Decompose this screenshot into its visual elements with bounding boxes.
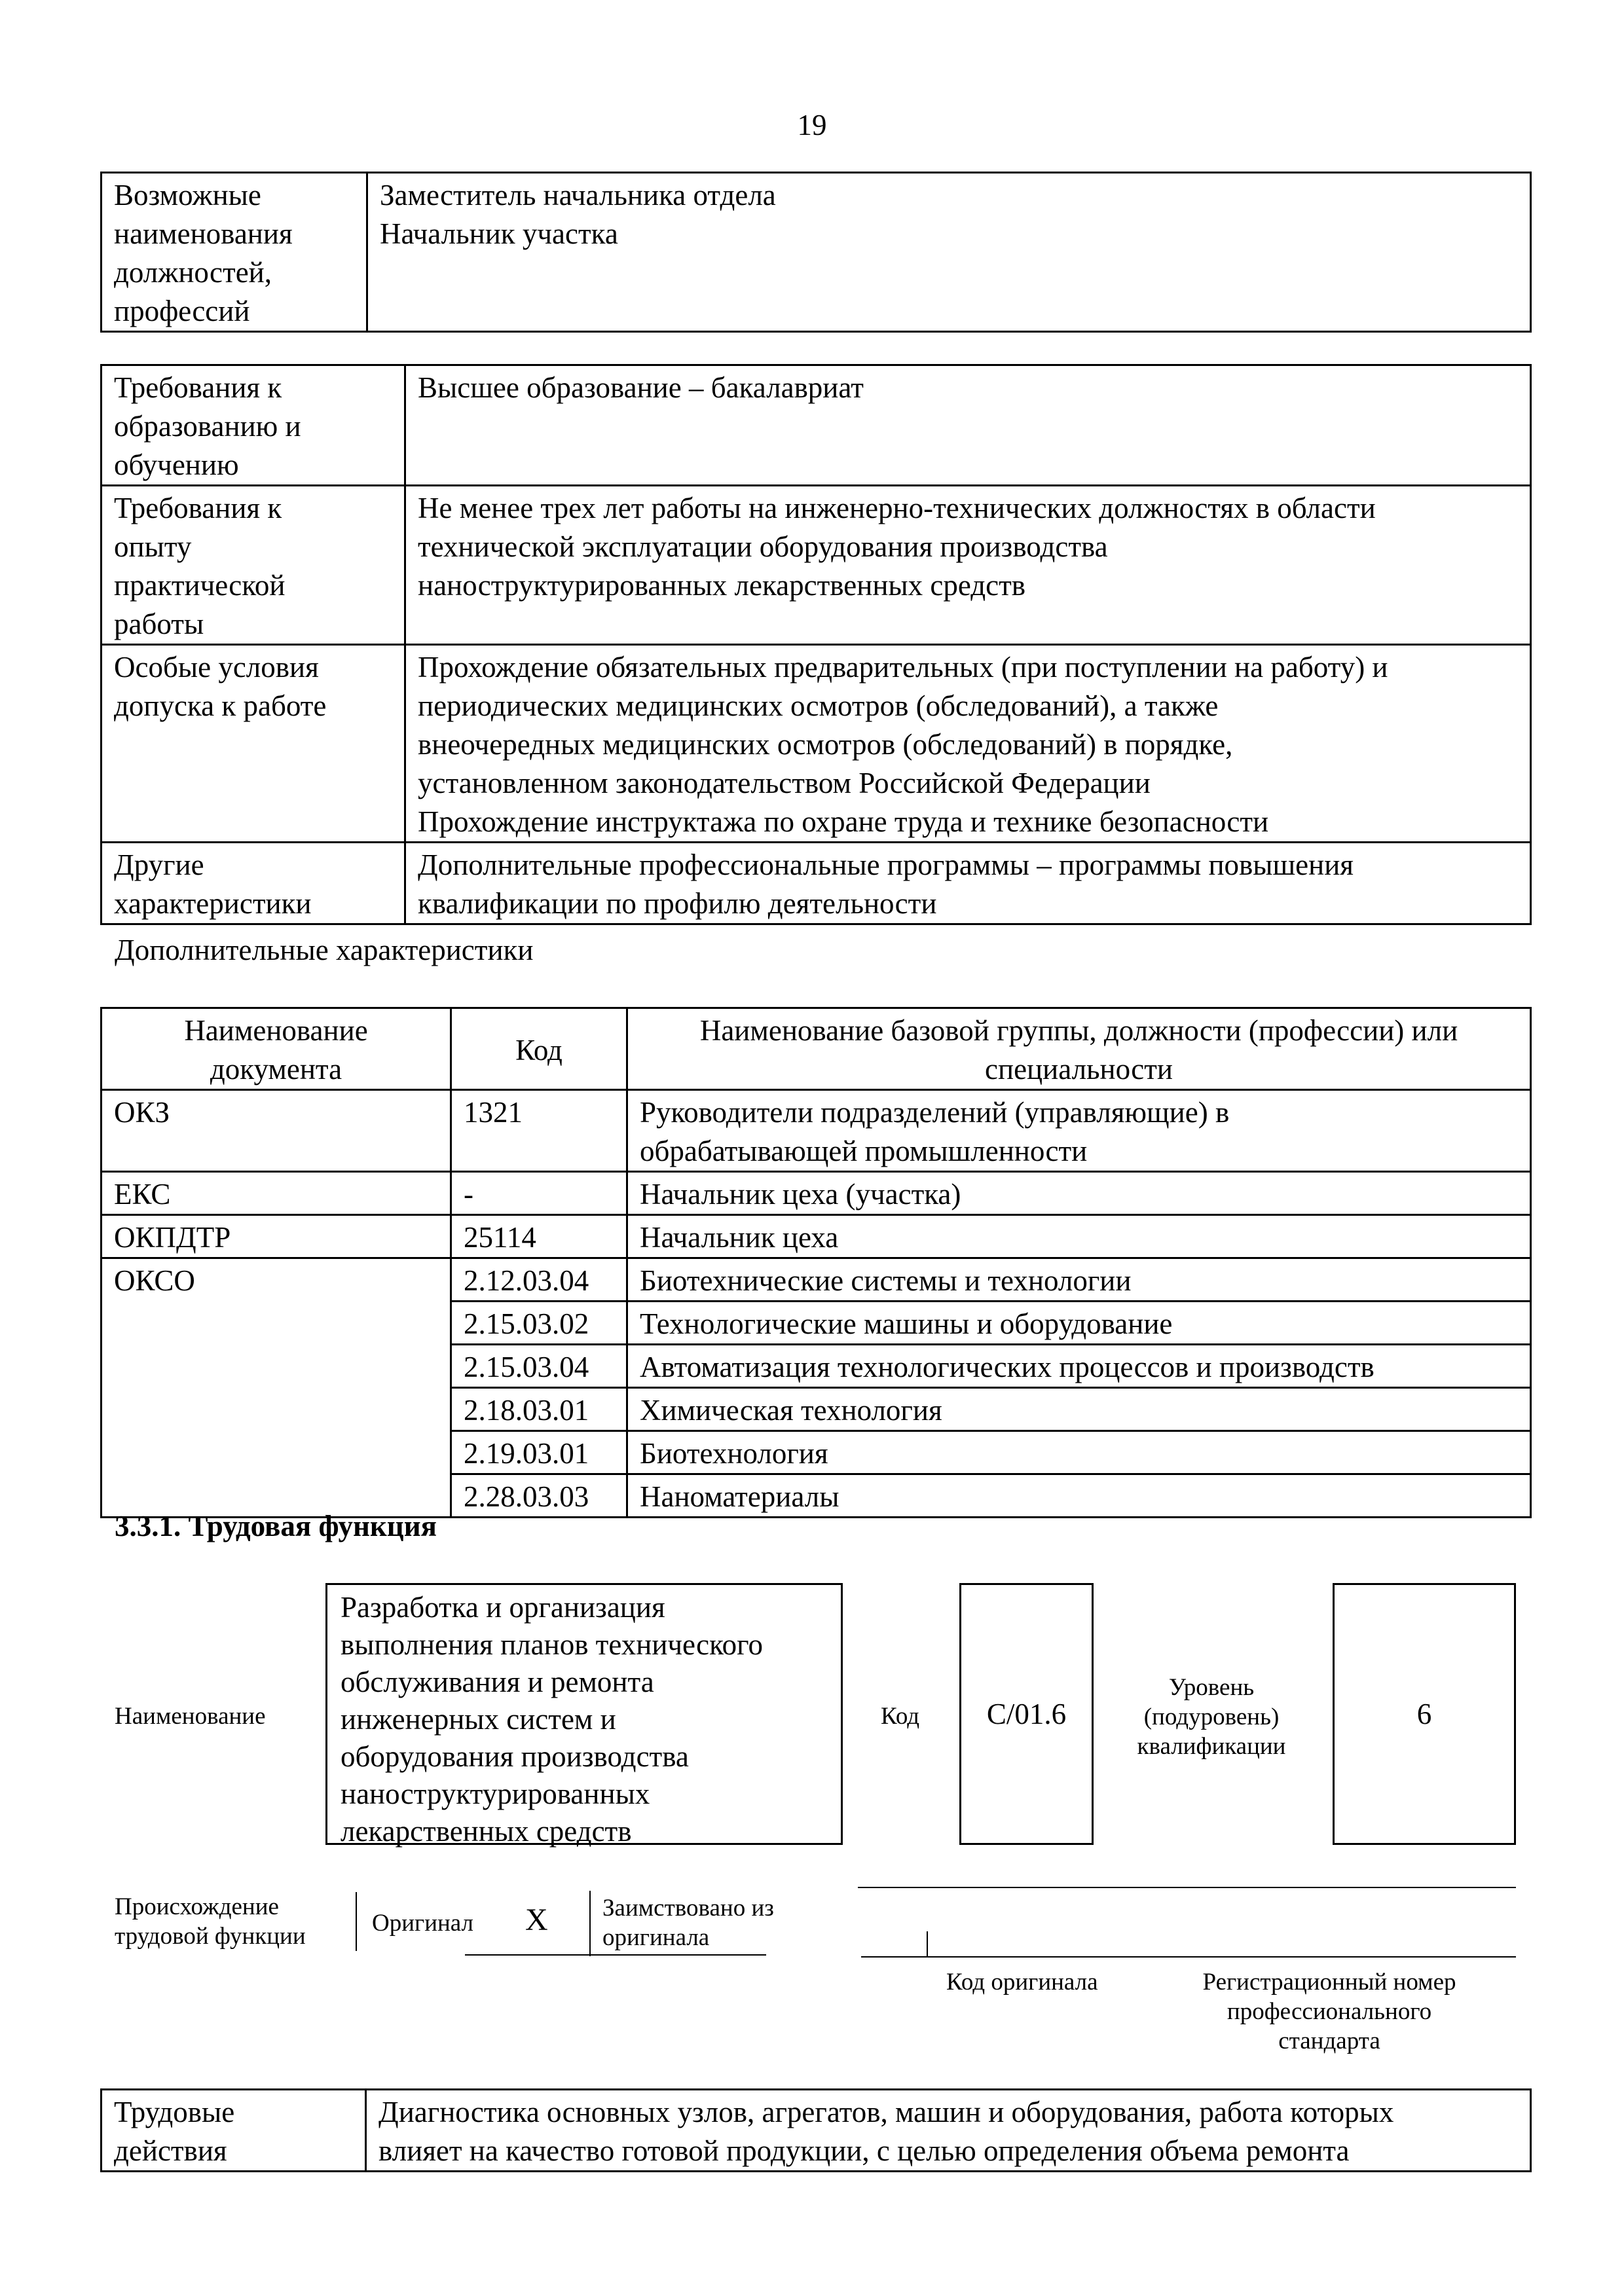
conditions-value-line: установленном законодательством Российской Федерации (418, 767, 1151, 799)
name-line: обрабатывающей промышленности (640, 1135, 1088, 1167)
name-cell: Химическая технология (627, 1388, 1531, 1431)
education-label-line: обучению (114, 448, 239, 481)
experience-label-line: работы (114, 608, 204, 640)
name-cell: Биотехнология (627, 1431, 1531, 1474)
origin-borrowed-line: оригинала (602, 1924, 710, 1951)
experience-value-line: наноструктурированных лекарственных средств (418, 569, 1026, 602)
other-label-line: Другие (114, 848, 204, 881)
education-label-line: Требования к (114, 371, 282, 404)
function-name-line: наноструктурированных (341, 1777, 650, 1810)
name-line: Руководители подразделений (управляющие) в (640, 1096, 1230, 1129)
origin-label (115, 1892, 306, 1951)
header-name-line: специальности (985, 1053, 1173, 1085)
function-level-label (1113, 1673, 1310, 1761)
function-name-line: обслуживания и ремонта (341, 1666, 654, 1698)
name-cell: Начальник цеха (627, 1215, 1531, 1258)
origin-bottom-rule (465, 1954, 766, 1956)
function-level-box (1333, 1583, 1516, 1845)
education-label-cell (101, 365, 405, 486)
function-level-value: 6 (1416, 1698, 1432, 1730)
positions-label-cell (101, 173, 367, 332)
additional-title: Дополнительные характеристики (115, 934, 534, 966)
conditions-value-cell (405, 645, 1531, 843)
positions-table (100, 172, 1532, 333)
actions-value-line: Диагностика основных узлов, агрегатов, машин и оборудования, работа которых (378, 2096, 1394, 2128)
function-code-box (959, 1583, 1094, 1845)
page-number: 19 (797, 109, 827, 141)
doc-cell: ОКСО (101, 1258, 451, 1518)
level-label-line: (подуровень) (1143, 1704, 1280, 1730)
name-cell: Биотехнические системы и технологии (627, 1258, 1531, 1302)
origin-reg-line: профессионального (1227, 1998, 1432, 2025)
origin-code-caption: Код оригинала (946, 1969, 1098, 1995)
doc-cell: ОКЗ (101, 1090, 451, 1172)
function-name-line: инженерных систем и (341, 1703, 616, 1736)
education-label-line: образованию и (114, 410, 301, 443)
header-name-line: Наименование базовой группы, должности (профессии) или (699, 1014, 1458, 1047)
name-cell: Автоматизация технологических процессов и производств (627, 1345, 1531, 1388)
origin-reg-caption (1172, 1967, 1486, 2056)
function-name-line: оборудования производства (341, 1740, 689, 1773)
origin-label-line: Происхождение (115, 1893, 279, 1920)
doc-cell: ЕКС (101, 1172, 451, 1215)
actions-label-line: действия (114, 2134, 227, 2167)
experience-label-line: практической (114, 569, 286, 602)
origin-label-line: трудовой функции (115, 1923, 306, 1950)
code-cell: 2.18.03.01 (451, 1388, 627, 1431)
name-cell (627, 1090, 1531, 1172)
education-value-cell (405, 365, 1531, 486)
actions-label-line: Трудовые (114, 2096, 235, 2128)
level-label-line: Уровень (1168, 1674, 1255, 1701)
experience-value-line: Не менее трех лет работы на инженерно-технических должностях в области (418, 492, 1376, 524)
experience-label-line: опыту (114, 530, 192, 563)
origin-code-underline (861, 1956, 1516, 1958)
code-cell: 1321 (451, 1090, 627, 1172)
conditions-label-cell (101, 645, 405, 843)
positions-label-line: Возможные (114, 179, 261, 211)
code-cell: 2.15.03.02 (451, 1302, 627, 1345)
header-doc-line: документа (210, 1053, 342, 1085)
positions-label-line: профессий (114, 295, 250, 327)
code-cell: 2.28.03.03 (451, 1474, 627, 1518)
name-cell: Наноматериалы (627, 1474, 1531, 1518)
origin-reg-line: стандарта (1278, 2028, 1380, 2054)
function-code-label: Код (881, 1703, 920, 1730)
conditions-value-line: Прохождение инструктажа по охране труда и технике безопасности (418, 805, 1269, 838)
origin-top-rule (858, 1887, 1516, 1888)
origin-borrowed-line: Заимствовано из (602, 1895, 774, 1922)
experience-label-cell (101, 486, 405, 645)
origin-reg-line: Регистрационный номер (1202, 1969, 1456, 1995)
origin-original: Оригинал (372, 1910, 474, 1937)
function-code-value: C/01.6 (986, 1698, 1067, 1730)
other-value-line: Дополнительные профессиональные программы – программы повышения (418, 848, 1354, 881)
code-cell: 25114 (451, 1215, 627, 1258)
conditions-label-line: Особые условия (114, 651, 319, 683)
code-cell: 2.19.03.01 (451, 1431, 627, 1474)
origin-borrowed (602, 1893, 774, 1952)
header-doc-line: Наименование (184, 1014, 368, 1047)
header-name-cell (627, 1008, 1531, 1090)
actions-label-cell (101, 2090, 366, 2172)
code-cell: - (451, 1172, 627, 1215)
other-value-line: квалификации по профилю деятельности (418, 887, 937, 920)
conditions-value-line: внеочередных медицинских осмотров (обследований) в порядке, (418, 728, 1233, 761)
name-cell: Технологические машины и оборудование (627, 1302, 1531, 1345)
origin-mark: X (525, 1903, 548, 1937)
doc-cell: ОКПДТР (101, 1215, 451, 1258)
additional-table (100, 1007, 1532, 1518)
actions-value-cell (366, 2090, 1531, 2172)
level-label-line: квалификации (1137, 1733, 1286, 1760)
actions-value-line: влияет на качество готовой продукции, с целью определения объема ремонта (378, 2134, 1350, 2167)
experience-value-line: технической эксплуатации оборудования производства (418, 530, 1108, 563)
experience-label-line: Требования к (114, 492, 282, 524)
header-doc-cell (101, 1008, 451, 1090)
positions-label-line: наименования (114, 217, 293, 250)
positions-label-line: должностей, (114, 256, 272, 289)
conditions-value-line: периодических медицинских осмотров (обследований), а также (418, 689, 1219, 722)
origin-code-divider (927, 1931, 928, 1958)
positions-value-cell (367, 173, 1531, 332)
position-title: Начальник участка (380, 217, 618, 250)
education-value-line: Высшее образование – бакалавриат (418, 371, 864, 404)
function-name-line: лекарственных средств (341, 1815, 632, 1848)
actions-table (100, 2088, 1532, 2172)
header-code: Код (515, 1033, 563, 1066)
conditions-label-line: допуска к работе (114, 689, 327, 722)
other-label-line: характеристики (114, 887, 312, 920)
code-cell: 2.15.03.04 (451, 1345, 627, 1388)
position-title: Заместитель начальника отдела (380, 179, 776, 211)
other-label-cell (101, 843, 405, 924)
function-name-line: Разработка и организация (341, 1591, 665, 1624)
section-title: 3.3.1. Трудовая функция (115, 1510, 437, 1542)
code-cell: 2.12.03.04 (451, 1258, 627, 1302)
header-code-cell (451, 1008, 627, 1090)
function-name-line: выполнения планов технического (341, 1628, 764, 1661)
function-name-box (325, 1583, 843, 1848)
function-name-label: Наименование (115, 1703, 266, 1730)
conditions-value-line: Прохождение обязательных предварительных (при поступлении на работу) и (418, 651, 1388, 683)
other-value-cell (405, 843, 1531, 924)
name-cell: Начальник цеха (участка) (627, 1172, 1531, 1215)
origin-divider-mid (589, 1891, 591, 1956)
origin-divider-left (356, 1892, 357, 1951)
requirements-table (100, 364, 1532, 925)
experience-value-cell (405, 486, 1531, 645)
